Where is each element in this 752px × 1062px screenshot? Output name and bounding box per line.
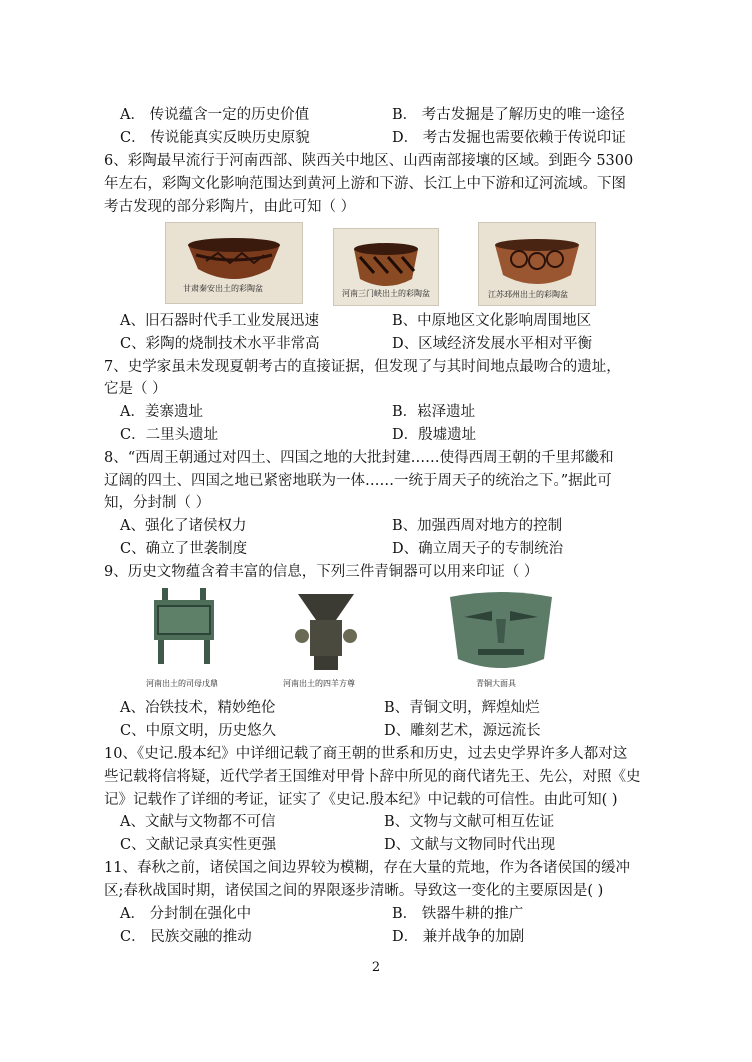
q9-stem: 9、历史文物蕴含着丰富的信息，下列三件青铜器可以用来印证（ ）	[104, 564, 539, 580]
q5-option-d: D． 考古发掘也需要依赖于传说印证	[392, 130, 626, 146]
pottery-caption-3: 江苏邳州出土的彩陶盆	[488, 290, 568, 299]
q9-option-d: D、雕刻艺术，源远流长	[384, 723, 541, 739]
q6-option-d: D、区域经济发展水平相对平衡	[392, 336, 593, 352]
simuwu-ding-image	[146, 584, 222, 674]
q6-stem-line1: 6、彩陶最早流行于河南西部、陕西关中地区、山西南部接壤的区域。到距今 5300	[104, 153, 634, 169]
q10-option-c: C、文献记录真实性更强	[120, 837, 277, 853]
bronze-mask-image	[446, 589, 556, 675]
page-number: 2	[371, 960, 381, 975]
q7-option-c: C．二里头遗址	[120, 427, 219, 443]
q10-option-a: A、文献与文物都不可信	[120, 814, 276, 830]
siyang-fangzun-image	[284, 590, 368, 674]
q5-option-b: B． 考古发掘是了解历史的唯一途径	[392, 107, 625, 123]
bronze-caption-3: 青铜大面具	[476, 679, 516, 688]
q8-stem-line2: 辽阔的四土、四国之地已紧密地联为一体……一统于周天子的统治之下。”据此可	[104, 473, 612, 489]
q6-option-b: B、中原地区文化影响周围地区	[392, 313, 592, 329]
q9-option-b: B、青铜文明，辉煌灿烂	[384, 700, 540, 716]
pottery-caption-1: 甘肃秦安出土的彩陶盆	[183, 284, 263, 293]
q7-option-a: A．姜寨遗址	[120, 404, 203, 420]
q9-option-c: C、中原文明，历史悠久	[120, 723, 277, 739]
q7-stem-line2: 它是（ ）	[104, 381, 167, 397]
q8-option-b: B、加强西周对地方的控制	[392, 518, 563, 534]
q5-option-c: C． 传说能真实反映历史原貌	[120, 130, 310, 146]
q7-stem-line1: 7、史学家虽未发现夏朝考古的直接证据，但发现了与其时间地点最吻合的遗址，	[104, 359, 621, 375]
q11-stem-line2: 区;春秋战国时期，诸侯国之间的界限逐步清晰。导致这一变化的主要原因是( )	[104, 883, 604, 899]
q10-stem-line3: 记》记载作了详细的考证，证实了《史记.殷本纪》中记载的可信性。由此可知( )	[104, 792, 618, 808]
q8-stem-line3: 知，分封制（ ）	[104, 495, 211, 511]
q7-option-b: B．崧泽遗址	[392, 404, 476, 420]
bronze-caption-2: 河南出土的四羊方尊	[283, 679, 355, 688]
q8-option-d: D、确立周天子的专制统治	[392, 541, 564, 557]
q11-stem-line1: 11、春秋之前，诸侯国之间边界较为模糊，存在大量的荒地，作为各诸侯国的缓冲	[104, 860, 630, 876]
q7-option-d: D．殷墟遗址	[392, 427, 477, 443]
q11-option-b: B． 铁器牛耕的推广	[392, 906, 524, 922]
q6-stem-line2: 年左右，彩陶文化影响范围达到黄河上游和下游、长江上中下游和辽河流域。下图	[104, 176, 626, 192]
q6-stem-line3: 考古发现的部分彩陶片，由此可知（ ）	[104, 199, 356, 215]
q11-option-a: A． 分封制在强化中	[120, 906, 252, 922]
q8-stem-line1: 8、“西周王朝通过对四土、四国之地的大批封建……使得西周王朝的千里邦畿和	[104, 450, 614, 466]
q6-option-a: A、旧石器时代手工业发展迅速	[120, 313, 319, 329]
bronze-caption-1: 河南出土的司母戊鼎	[146, 679, 218, 688]
q5-option-a: A． 传说蕴含一定的历史价值	[120, 107, 310, 123]
q10-stem-line1: 10、《史记.殷本纪》中详细记载了商王朝的世系和历史，过去史学界许多人都对这	[104, 746, 628, 762]
q11-option-d: D． 兼并战争的加剧	[392, 929, 525, 945]
q10-option-b: B、文物与文献可相互佐证	[384, 814, 555, 830]
q9-option-a: A、冶铁技术，精妙绝伦	[120, 700, 276, 716]
q11-option-c: C． 民族交融的推动	[120, 929, 252, 945]
q6-option-c: C、彩陶的烧制技术水平非常高	[120, 336, 320, 352]
q8-option-c: C、确立了世袭制度	[120, 541, 248, 557]
pottery-caption-2: 河南三门峡出土的彩陶盆	[342, 289, 430, 298]
q10-stem-line2: 些记载将信将疑，近代学者王国维对甲骨卜辞中所见的商代诸先王、先公，对照《史	[104, 769, 641, 785]
q8-option-a: A、强化了诸侯权力	[120, 518, 247, 534]
q10-option-d: D、文献与文物同时代出现	[384, 837, 556, 853]
